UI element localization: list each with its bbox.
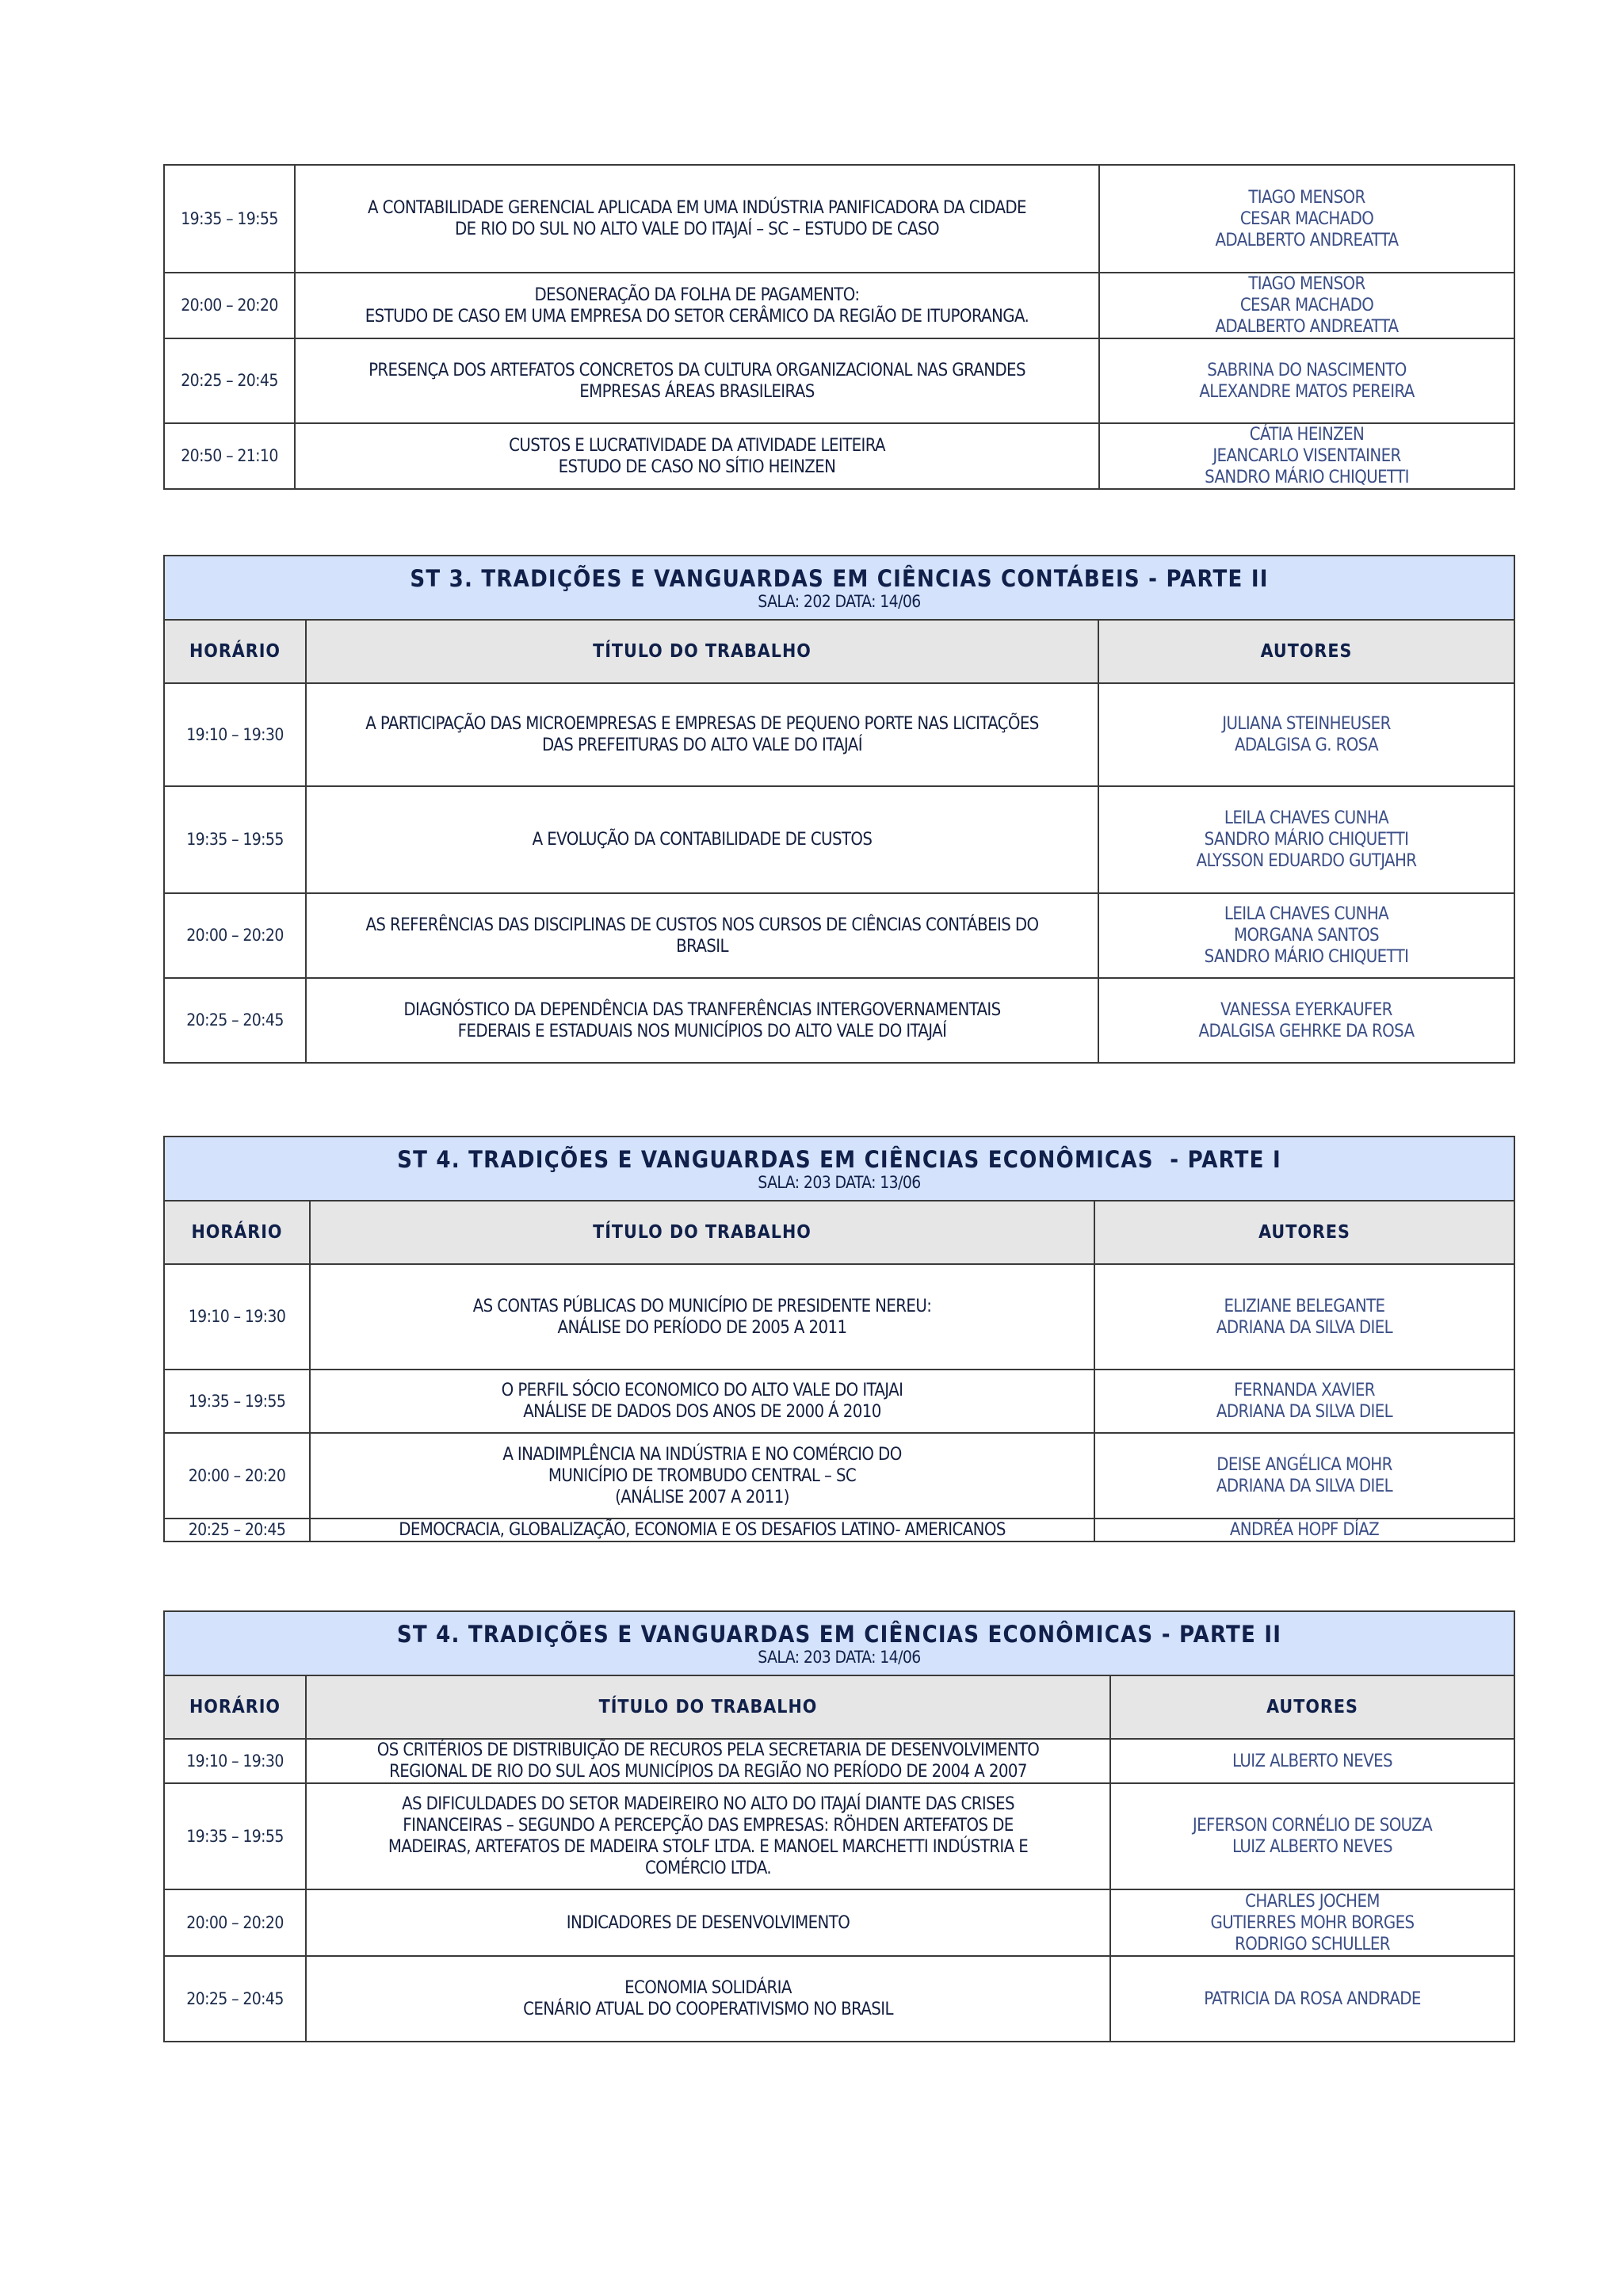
schedule-table-st3-part2 [163, 555, 1515, 1064]
authors-cell: TIAGO MENSOR CESAR MACHADO ADALBERTO ANDREATTA [1099, 273, 1514, 338]
title-cell: ECONOMIA SOLIDÁRIA CENÁRIO ATUAL DO COOPERATIVISMO NO BRASIL [306, 1956, 1110, 2042]
table-row [164, 1889, 1514, 1956]
time-cell: 19:35 – 19:55 [164, 786, 306, 893]
table-row [164, 165, 1514, 273]
section-header-cell [164, 556, 1514, 620]
authors-cell: CHARLES JOCHEM GUTIERRES MOHR BORGES RODRIGO SCHULLER [1110, 1889, 1514, 1956]
title-cell: O PERFIL SÓCIO ECONOMICO DO ALTO VALE DO ITAJAI ANÁLISE DE DADOS DOS ANOS DE 2000 Á 2010 [310, 1370, 1094, 1433]
table-row [164, 1370, 1514, 1433]
authors-cell: CÁTIA HEINZEN JEANCARLO VISENTAINER SANDRO MÁRIO CHIQUETTI [1099, 423, 1514, 489]
column-header-title: TÍTULO DO TRABALHO [306, 620, 1098, 683]
section-subtitle: SALA: 202 DATA: 14/06 [758, 591, 921, 611]
schedule-table-st4-part2 [163, 1610, 1515, 2042]
section-title: ST 4. TRADIÇÕES E VANGUARDAS EM CIÊNCIAS ECONÔMICAS - PARTE I [397, 1145, 1281, 1173]
column-headers [164, 620, 1514, 683]
time-cell: 20:00 – 20:20 [164, 893, 306, 978]
section-subtitle: SALA: 203 DATA: 13/06 [758, 1172, 921, 1192]
time-cell: 20:25 – 20:45 [164, 978, 306, 1063]
authors-cell: JULIANA STEINHEUSER ADALGISA G. ROSA [1098, 683, 1514, 786]
authors-cell: TIAGO MENSOR CESAR MACHADO ADALBERTO ANDREATTA [1099, 165, 1514, 273]
column-header-time: HORÁRIO [164, 620, 306, 683]
title-cell: PRESENÇA DOS ARTEFATOS CONCRETOS DA CULTURA ORGANIZACIONAL NAS GRANDES EMPRESAS ÁREAS BRASILEIRAS [295, 338, 1099, 423]
title-cell: DEMOCRACIA, GLOBALIZAÇÃO, ECONOMIA E OS DESAFIOS LATINO- AMERICANOS [310, 1519, 1094, 1541]
section-header [164, 556, 1514, 620]
column-header-authors: AUTORES [1094, 1201, 1514, 1264]
title-cell: A CONTABILIDADE GERENCIAL APLICADA EM UMA INDÚSTRIA PANIFICADORA DA CIDADE DE RIO DO SUL NO ALTO VALE DO ITAJAÍ – SC – ESTUDO DE CASO [295, 165, 1099, 273]
section-header-cell [164, 1137, 1514, 1201]
table-row [164, 1433, 1514, 1519]
time-cell: 20:00 – 20:20 [164, 273, 295, 338]
schedule-table-st4-part1 [163, 1136, 1515, 1542]
authors-cell: FERNANDA XAVIER ADRIANA DA SILVA DIEL [1094, 1370, 1514, 1433]
table-row [164, 423, 1514, 489]
section-header [164, 1137, 1514, 1201]
authors-cell: ELIZIANE BELEGANTE ADRIANA DA SILVA DIEL [1094, 1264, 1514, 1370]
authors-cell: DEISE ANGÉLICA MOHR ADRIANA DA SILVA DIEL [1094, 1433, 1514, 1519]
table-row [164, 1264, 1514, 1370]
time-cell: 20:00 – 20:20 [164, 1889, 306, 1956]
time-cell: 19:10 – 19:30 [164, 1739, 306, 1783]
time-cell: 20:25 – 20:45 [164, 1956, 306, 2042]
title-cell: AS REFERÊNCIAS DAS DISCIPLINAS DE CUSTOS NOS CURSOS DE CIÊNCIAS CONTÁBEIS DO BRASIL [306, 893, 1098, 978]
authors-cell: LEILA CHAVES CUNHA MORGANA SANTOS SANDRO MÁRIO CHIQUETTI [1098, 893, 1514, 978]
section-title: ST 4. TRADIÇÕES E VANGUARDAS EM CIÊNCIAS ECONÔMICAS - PARTE II [396, 1620, 1282, 1648]
column-header-time: HORÁRIO [164, 1201, 310, 1264]
time-cell: 20:25 – 20:45 [164, 338, 295, 423]
table-row [164, 1739, 1514, 1783]
section-header [164, 1611, 1514, 1675]
table-row [164, 683, 1514, 786]
title-cell: A EVOLUÇÃO DA CONTABILIDADE DE CUSTOS [306, 786, 1098, 893]
authors-cell: LEILA CHAVES CUNHA SANDRO MÁRIO CHIQUETTI ALYSSON EDUARDO GUTJAHR [1098, 786, 1514, 893]
title-cell: AS CONTAS PÚBLICAS DO MUNICÍPIO DE PRESIDENTE NEREU: ANÁLISE DO PERÍODO DE 2005 A 2011 [310, 1264, 1094, 1370]
section-header-cell [164, 1611, 1514, 1675]
table-row [164, 786, 1514, 893]
time-cell: 19:10 – 19:30 [164, 683, 306, 786]
title-cell: CUSTOS E LUCRATIVIDADE DA ATIVIDADE LEITEIRA ESTUDO DE CASO NO SÍTIO HEINZEN [295, 423, 1099, 489]
column-header-authors: AUTORES [1110, 1675, 1514, 1739]
time-cell: 19:35 – 19:55 [164, 1783, 306, 1889]
title-cell: DIAGNÓSTICO DA DEPENDÊNCIA DAS TRANFERÊNCIAS INTERGOVERNAMENTAIS FEDERAIS E ESTADUAIS NOS MUNICÍPIOS DO ALTO VALE DO ITAJAÍ [306, 978, 1098, 1063]
table-row [164, 893, 1514, 978]
time-cell: 19:35 – 19:55 [164, 165, 295, 273]
authors-cell: SABRINA DO NASCIMENTO ALEXANDRE MATOS PEREIRA [1099, 338, 1514, 423]
column-headers [164, 1675, 1514, 1739]
table-row [164, 273, 1514, 338]
column-header-time: HORÁRIO [164, 1675, 306, 1739]
column-header-title: TÍTULO DO TRABALHO [306, 1675, 1110, 1739]
title-cell: DESONERAÇÃO DA FOLHA DE PAGAMENTO: ESTUDO DE CASO EM UMA EMPRESA DO SETOR CERÂMICO DA REGIÃO DE ITUPORANGA. [295, 273, 1099, 338]
column-header-title: TÍTULO DO TRABALHO [310, 1201, 1094, 1264]
table-row [164, 1519, 1514, 1541]
section-subtitle: SALA: 203 DATA: 14/06 [758, 1647, 921, 1667]
time-cell: 20:00 – 20:20 [164, 1433, 310, 1519]
schedule-table-continuation [163, 164, 1515, 490]
column-header-authors: AUTORES [1098, 620, 1514, 683]
time-cell: 20:25 – 20:45 [164, 1519, 310, 1541]
time-cell: 19:35 – 19:55 [164, 1370, 310, 1433]
time-cell: 20:50 – 21:10 [164, 423, 295, 489]
table-row [164, 1783, 1514, 1889]
time-cell: 19:10 – 19:30 [164, 1264, 310, 1370]
authors-cell: LUIZ ALBERTO NEVES [1110, 1739, 1514, 1783]
authors-cell: ANDRÉA HOPF DÍAZ [1094, 1519, 1514, 1541]
section-title: ST 3. TRADIÇÕES E VANGUARDAS EM CIÊNCIAS CONTÁBEIS - PARTE II [410, 564, 1269, 592]
title-cell: A PARTICIPAÇÃO DAS MICROEMPRESAS E EMPRESAS DE PEQUENO PORTE NAS LICITAÇÕES DAS PREFEITURAS DO ALTO VALE DO ITAJAÍ [306, 683, 1098, 786]
authors-cell: JEFERSON CORNÉLIO DE SOUZA LUIZ ALBERTO NEVES [1110, 1783, 1514, 1889]
table-row [164, 978, 1514, 1063]
title-cell: INDICADORES DE DESENVOLVIMENTO [306, 1889, 1110, 1956]
table-row [164, 338, 1514, 423]
table-row [164, 1956, 1514, 2042]
title-cell: AS DIFICULDADES DO SETOR MADEIREIRO NO ALTO DO ITAJAÍ DIANTE DAS CRISES FINANCEIRAS – SEGUNDO A PERCEPÇÃO DAS EMPRESAS: RÖHDEN ARTEFATOS DE MADEIRAS, ARTEFATOS DE MADEIRA STOLF LTDA. E MANOEL MARCHETTI INDÚSTRIA E COMÉRCIO LTDA. [306, 1783, 1110, 1889]
title-cell: OS CRITÉRIOS DE DISTRIBUIÇÃO DE RECUROS PELA SECRETARIA DE DESENVOLVIMENTO REGIONAL DE RIO DO SUL AOS MUNICÍPIOS DA REGIÃO NO PERÍODO DE 2004 A 2007 [306, 1739, 1110, 1783]
authors-cell: VANESSA EYERKAUFER ADALGISA GEHRKE DA ROSA [1098, 978, 1514, 1063]
title-cell: A INADIMPLÊNCIA NA INDÚSTRIA E NO COMÉRCIO DO MUNICÍPIO DE TROMBUDO CENTRAL – SC (ANÁLISE 2007 A 2011) [310, 1433, 1094, 1519]
authors-cell: PATRICIA DA ROSA ANDRADE [1110, 1956, 1514, 2042]
column-headers [164, 1201, 1514, 1264]
